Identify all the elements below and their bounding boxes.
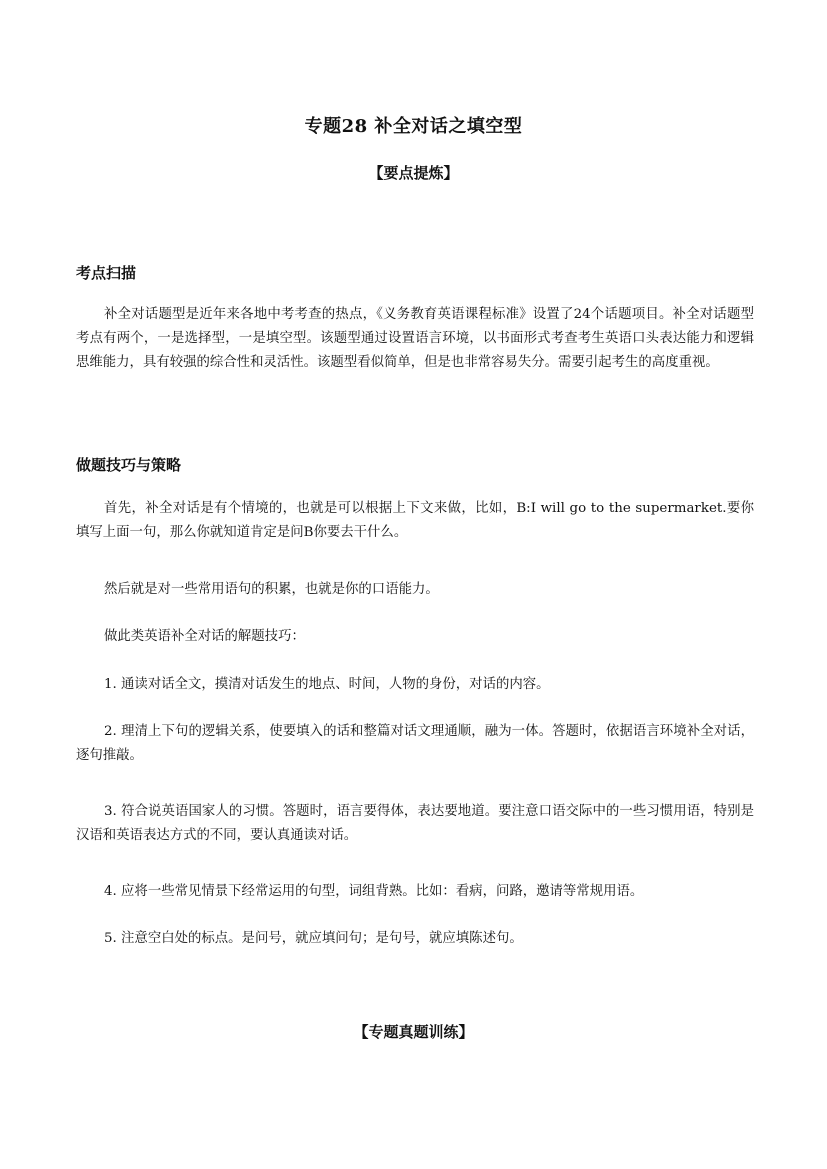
tip-item: 3. 符合说英语国家人的习惯。答题时，语言要得体，表达要地道。要注意口语交际中的一些习惯用语，特别是汉语和英语表达方式的不同，要认真通读对话。	[76, 804, 754, 843]
strategy-intro-paragraph: 首先，补全对话是有个情境的，也就是可以根据上下文来做，比如，B:I will go to the supermarket.要你填写上面一句，那么你就知道肯定是问B你要去干什么。	[76, 501, 754, 540]
tip-item: 1. 通读对话全文，摸清对话发生的地点、时间，人物的身份，对话的内容。	[104, 677, 550, 692]
strategy-lead-paragraph: 做此类英语补全对话的解题技巧：	[104, 629, 305, 644]
tip-item: 5. 注意空白处的标点。是问号，就应填问句；是句号，就应填陈述句。	[104, 931, 523, 946]
exam-practice-heading: 【专题真题训练】	[353, 1023, 474, 1041]
page-title: 专题28 补全对话之填空型	[304, 116, 523, 137]
strategy-then-paragraph: 然后就是对一些常用语句的积累，也就是你的口语能力。	[104, 582, 439, 597]
exam-scan-paragraph: 补全对话题型是近年来各地中考考查的热点，《义务教育英语课程标准》设置了24个话题项目。补全对话题型考点有两个，一是选择型，一是填空型。该题型通过设置语言环境，以书面形式考查考生英语口头表达能力和逻辑思维能力，具有较强的综合性和灵活性。该题型看似简单，但是也非常容易失分。需要引起考生的高度重视。	[76, 307, 754, 370]
section-heading-strategy: 做题技巧与策略	[76, 456, 182, 474]
tip-item: 4. 应将一些常见情景下经常运用的句型，词组背熟。比如：看病，问路，邀请等常规用语。	[104, 884, 644, 899]
tip-item: 2. 理清上下句的逻辑关系，使要填入的话和整篇对话文理通顺，融为一体。答题时，依据语言环境补全对话，逐句推敲。	[76, 724, 754, 763]
key-points-heading: 【要点提炼】	[368, 164, 459, 182]
section-heading-exam-scan: 考点扫描	[76, 264, 137, 282]
